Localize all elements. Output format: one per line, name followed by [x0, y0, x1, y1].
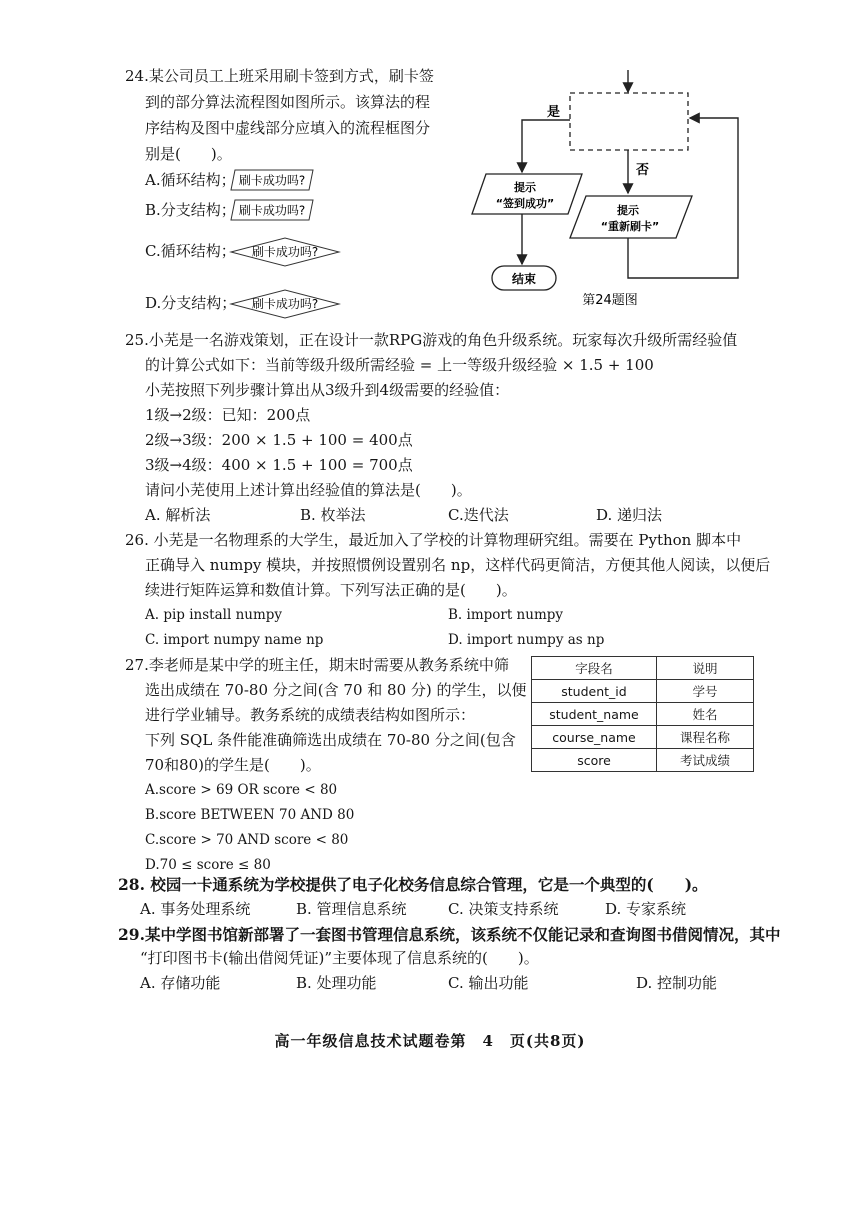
table-header-desc: 说明: [657, 657, 754, 680]
q24-option-c-label: C.循环结构；: [145, 242, 236, 260]
q24-option-a-label: A.循环结构；: [145, 171, 236, 189]
q25-line-2: 的计算公式如下：当前等级升级所需经验 = 上一等级升级经验 × 1.5 + 100: [145, 356, 654, 374]
table-cell: 课程名称: [657, 726, 754, 749]
q27-line-1: 27.李老师是某中学的班主任，期末时需要从教务系统中筛: [125, 656, 509, 674]
table-row: [532, 703, 754, 726]
q26-option-c[interactable]: C. import numpy name np: [145, 632, 324, 648]
q24-line-3: 序结构及图中虚线部分应填入的流程框图分: [145, 119, 431, 137]
table-cell: 考试成绩: [657, 749, 754, 772]
q28-option-d[interactable]: D. 专家系统: [605, 900, 687, 918]
q29-line-2: “打印图书卡(输出借阅凭证)”主要体现了信息系统的( )。: [140, 949, 539, 967]
q26-line-3: 续进行矩阵运算和数值计算。下列写法正确的是( )。: [145, 581, 517, 599]
table-row: [532, 726, 754, 749]
q28-option-c[interactable]: C. 决策支持系统: [448, 900, 559, 918]
q24-option-d[interactable]: [145, 293, 236, 314]
q24-option-a[interactable]: [145, 170, 236, 191]
table-header-field: 字段名: [532, 657, 657, 680]
q29-option-c[interactable]: C. 输出功能: [448, 974, 529, 992]
q25-option-b[interactable]: B. 枚举法: [300, 506, 366, 524]
q26-option-b[interactable]: B. import numpy: [448, 607, 564, 623]
q27-option-a[interactable]: A.score > 69 OR score < 80: [145, 782, 338, 798]
q25-line-6: 3级→4级：400 × 1.5 + 100 = 700点: [145, 456, 413, 474]
flow-loop-arrow: [628, 118, 738, 278]
q27-option-b[interactable]: B.score BETWEEN 70 AND 80: [145, 807, 355, 823]
q24-option-a-parallelogram: [229, 168, 315, 192]
table-row: [532, 749, 754, 772]
q24-option-a-shape-text: 刷卡成功吗?: [238, 173, 306, 188]
q29-option-d[interactable]: D. 控制功能: [636, 974, 718, 992]
q26-line-1: 26. 小芜是一名物理系的大学生，最近加入了学校的计算物理研究组。需要在 Python 脚本中: [125, 531, 742, 549]
q28-option-b[interactable]: B. 管理信息系统: [296, 900, 407, 918]
table-cell: 姓名: [657, 703, 754, 726]
q25-line-7: 请问小芜使用上述计算出经验值的算法是( )。: [145, 481, 472, 499]
q24-flowchart: [462, 68, 762, 318]
table-row: [532, 680, 754, 703]
flow-retry-line1: 提示: [617, 204, 639, 217]
q24-option-c-diamond: [229, 236, 341, 268]
q24-option-d-diamond: [229, 288, 341, 320]
q24-option-b-shape-text: 刷卡成功吗?: [238, 203, 306, 218]
flow-caption: 第24题图: [582, 293, 638, 308]
q25-line-4: 1级→2级：已知：200点: [145, 406, 311, 424]
q26-option-a[interactable]: A. pip install numpy: [145, 607, 283, 623]
q24-option-b-parallelogram: [229, 198, 315, 222]
q26-option-d[interactable]: D. import numpy as np: [448, 632, 605, 648]
q24-line-2: 到的部分算法流程图如图所示。该算法的程: [145, 93, 431, 111]
q24-line-4: 别是( )。: [145, 145, 232, 163]
q24-option-b-label: B.分支结构；: [145, 201, 236, 219]
q27-line-5: 70和80)的学生是( )。: [145, 756, 321, 774]
flow-yes-label: 是: [547, 105, 561, 120]
flow-no-label: 否: [636, 163, 650, 178]
q28-line: 28. 校园一卡通系统为学校提供了电子化校务信息综合管理，它是一个典型的( )。: [118, 875, 708, 894]
flow-yes-arrow: [522, 120, 570, 172]
q24-option-c-shape-text: 刷卡成功吗?: [251, 245, 319, 259]
q24-line-1: 24.某公司员工上班采用刷卡签到方式，刷卡签: [125, 67, 434, 85]
q27-line-3: 进行学业辅导。教务系统的成绩表结构如图所示：: [145, 706, 476, 724]
q25-option-c[interactable]: C.迭代法: [448, 506, 509, 524]
q28-option-a[interactable]: A. 事务处理系统: [140, 900, 251, 918]
q25-option-a[interactable]: A. 解析法: [145, 506, 211, 524]
q29-line-1: 29.某中学图书馆新部署了一套图书管理信息系统，该系统不仅能记录和查询图书借阅情况，其中: [118, 925, 781, 944]
q27-option-c[interactable]: C.score > 70 AND score < 80: [145, 832, 349, 848]
page-footer: 高一年级信息技术试题卷第 4 页(共8页): [274, 1032, 586, 1050]
table-cell: course_name: [532, 726, 657, 749]
q24-option-d-label: D.分支结构；: [145, 294, 237, 312]
q27-option-d[interactable]: D.70 ≤ score ≤ 80: [145, 857, 271, 873]
table-cell: 学号: [657, 680, 754, 703]
q29-option-a[interactable]: A. 存储功能: [140, 974, 221, 992]
q27-line-4: 下列 SQL 条件能准确筛选出成绩在 70-80 分之间(包含: [145, 731, 516, 749]
flow-dashed-box: [570, 93, 688, 150]
q24-option-d-shape-text: 刷卡成功吗?: [251, 297, 319, 311]
q29-option-b[interactable]: B. 处理功能: [296, 974, 377, 992]
q24-option-b[interactable]: [145, 200, 236, 221]
flow-success-line1: 提示: [514, 181, 536, 194]
flow-success-line2: “签到成功”: [495, 197, 555, 210]
table-cell: score: [532, 749, 657, 772]
q27-line-2: 选出成绩在 70-80 分之间(含 70 和 80 分) 的学生，以便: [145, 681, 527, 699]
table-header-row: [532, 657, 754, 680]
q25-line-3: 小芜按照下列步骤计算出从3级升到4级需要的经验值：: [145, 381, 510, 399]
score-table-schema: [531, 656, 754, 772]
q25-line-1: 25.小芜是一名游戏策划，正在设计一款RPG游戏的角色升级系统。玩家每次升级所需经验值: [125, 331, 738, 349]
flow-retry-line2: “重新刷卡”: [600, 220, 660, 233]
q26-line-2: 正确导入 numpy 模块，并按照惯例设置别名 np，这样代码更简洁，方便其他人阅读，以便后: [145, 556, 771, 574]
q24-option-c[interactable]: [145, 241, 236, 262]
flow-end-label: 结束: [511, 272, 537, 286]
q25-option-d[interactable]: D. 递归法: [596, 506, 663, 524]
table-cell: student_id: [532, 680, 657, 703]
table-cell: student_name: [532, 703, 657, 726]
q25-line-5: 2级→3级：200 × 1.5 + 100 = 400点: [145, 431, 413, 449]
